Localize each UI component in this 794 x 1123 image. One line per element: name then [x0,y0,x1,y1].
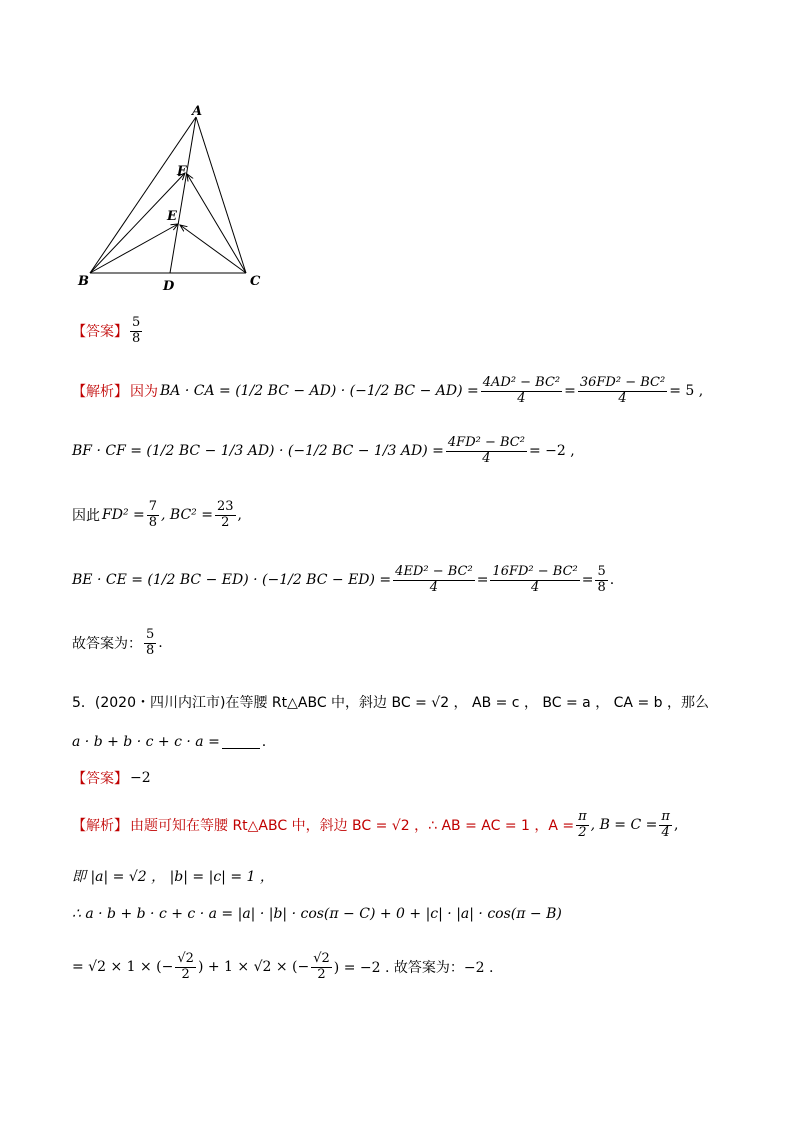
answer-tag: 【答案】 [72,324,128,341]
q4-final: 故答案为： $\frac{5}{8}$ . [72,627,163,658]
label-c: C [250,274,261,289]
q5-analysis-line3: ∴ a · b + b · c + c · a = |a| · |b| · cos(π − C) + 0 + |c| · |a| · cos(π − B) [72,906,562,922]
vec-be [90,224,178,273]
median-ad [170,117,196,273]
q4-answer [72,316,142,347]
answer-fraction: $\frac{5}{8}$ [132,315,141,346]
label-f: F [177,164,187,179]
q5-analysis-line2: 即 |a| = √2 ， |b| = |c| = 1 ， [72,869,274,885]
label-d: D [163,279,175,294]
q5-analysis-line4: = √2 × 1 × (− $\frac{√2}{2}$ ) + 1 × √2 × (− $\frac{√2}{2}$ ) = −2 . 故答案为：−2 . [72,951,494,982]
label-b: B [78,274,89,289]
q5-stem: 5．(2020・四川内江市)在等腰 Rt△ABC 中，斜边 BC = √2 ， AB = c ， BC = a ， CA = b ，那么 [72,695,709,711]
q5-answer: 【答案】 −2 [72,770,151,787]
edge-ac [196,117,246,273]
q4-analysis-line4: BE · CE = (1/2 BC − ED) · (−1/2 BC − ED) = $\frac{\text{4ED² − BC²}}{4}$ = $\frac{\text{16FD² − BC²}}{4}$ = $\frac{5}{8}$ . [72,564,615,595]
vec-cf [187,174,246,273]
answer-blank [222,736,260,749]
label-e: E [167,209,177,224]
label-a: A [192,104,203,119]
q5-analysis-line1: 【解析】 由题可知在等腰 Rt△ABC 中，斜边 BC = √2 ，∴ AB = AC = 1 ，A = $\frac{\pi}{2}$ , B = C = $\frac{\pi}{4}$ , [72,809,679,840]
vec-ce [180,225,246,273]
q4-analysis-line2: BF · CF = (1/2 BC − 1/3 AD) · (−1/2 BC − 1/3 AD) = $\frac{\text{4FD² − BC²}}{4}$ = −2 , [72,435,575,466]
analysis-tag: 【解析】 [72,384,128,401]
triangle-figure [70,95,270,295]
q4-analysis-line1: 【解析】 因为 BA · CA = (1/2 BC − AD) · (−1/2 BC − AD) = $\frac{\text{4AD² − BC²}}{4}$ = $\frac{\text{36FD² − BC²}}{4}$ = 5 , [72,375,704,406]
q4-analysis-line3: 因此 FD² = $\frac{7}{8}$ , BC² = $\frac{23}{2}$ , [72,499,242,530]
q5-stem-2: a · b + b · c + c · a = . [72,734,267,750]
edge-ab [90,117,196,273]
